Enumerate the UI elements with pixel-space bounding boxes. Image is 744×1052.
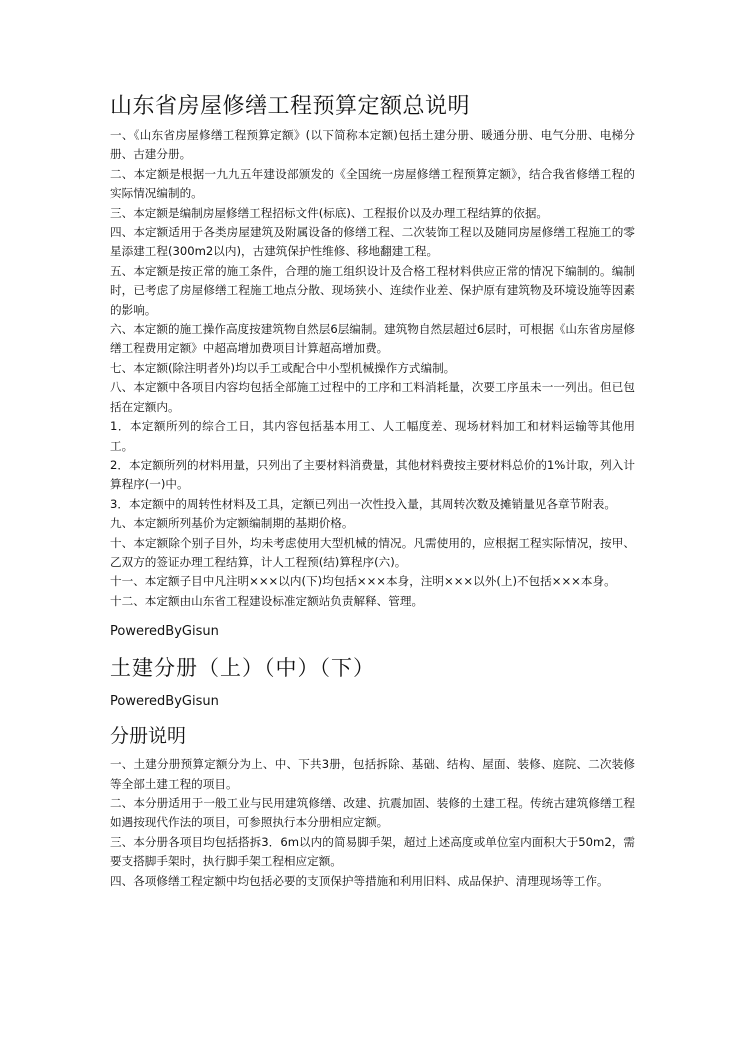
paragraph-8: 八、本定额中各项目内容均包括全部施工过程中的工序和工料消耗量，次要工序虽未一一列出。但已包括在定额内。	[110, 380, 635, 414]
paragraph-11: 十一、本定额子目中凡注明×××以内(下)均包括×××本身，注明×××以外(上)不包括×××本身。	[110, 574, 616, 589]
document-page	[110, 92, 635, 891]
sub-paragraph-4: 四、各项修缮工程定额中均包括必要的支顶保护等措施和利用旧料、成品保护、清理现场等工作。	[110, 873, 609, 888]
powered-by-text: PoweredByGisun	[110, 624, 219, 640]
sub-paragraph-3: 三、本分册各项目均包括搭拆3．6m以内的简易脚手架，超过上述高度或单位室内面积大于50m2，需要支搭脚手架时，执行脚手架工程相应定额。	[110, 834, 635, 869]
paragraph-7: 七、本定额(除注明者外)均以手工或配合中小型机械操作方式编制。	[110, 360, 456, 375]
sub-paragraph-1: 一、土建分册预算定额分为上、中、下共3册，包括拆除、基础、结构、屋面、装修、庭院、二次装修等全部土建工程的项目。	[110, 757, 635, 791]
paragraph-3: 三、本定额是编制房屋修缮工程招标文件(标底)、工程报价以及办理工程结算的依据。	[110, 205, 549, 220]
paragraph-8-3: 3．本定额中的周转性材料及工具，定额已列出一次性投入量，其周转次数及摊销量见各章节附表。	[110, 496, 616, 511]
paragraph-4: 四、本定额适用于各类房屋建筑及附属设备的修缮工程、二次装饰工程以及随同房屋修缮工程施工的零星添建工程(300m2以内)，古建筑保护性维修、移地翻建工程。	[110, 225, 635, 259]
powered-by-text-2: PoweredByGisun	[110, 694, 219, 710]
section-title: 土建分册（上）（中）（下）	[110, 656, 375, 681]
paragraph-8-1: 1．本定额所列的综合工日，其内容包括基本用工、人工幅度差、现场材料加工和材料运输等其他用工。	[110, 419, 635, 453]
document-title: 山东省房屋修缮工程预算定额总说明	[110, 94, 471, 119]
sub-paragraph-2: 二、本分册适用于一般工业与民用建筑修缮、改建、抗震加固、装修的土建工程。传统古建筑修缮工程如遇按现代作法的项目，可参照执行本分册相应定额。	[110, 795, 635, 830]
paragraph-8-2: 2．本定额所列的材料用量，只列出了主要材料消费量，其他材料费按主要材料总价的1%计取，列入计算程序(一)中。	[110, 457, 635, 492]
paragraph-6: 六、本定额的施工操作高度按建筑物自然层6层编制。建筑物自然层超过6层时，可根据《山东省房屋修缮工程费用定额》中超高增加费项目计算超高增加费。	[110, 322, 635, 356]
paragraph-9: 九、本定额所列基价为定额编制期的基期价格。	[110, 516, 354, 531]
paragraph-5: 五、本定额是按正常的施工条件，合理的施工组织设计及合格工程材料供应正常的情况下编制的。编制时，已考虑了房屋修缮工程施工地点分散、现场狭小、连续作业差、保护原有建筑物及环境设施等因素的影响。	[110, 263, 635, 317]
paragraph-1: 一、《山东省房屋修缮工程预算定额》(以下简称本定额)包括土建分册、暖通分册、电气分册、电梯分册、古建分册。	[110, 128, 635, 162]
subsection-title: 分册说明	[110, 725, 187, 748]
paragraph-2: 二、本定额是根据一九九五年建设部颁发的《全国统一房屋修缮工程预算定额》，结合我省修缮工程的实际情况编制的。	[110, 166, 635, 201]
paragraph-12: 十二、本定额由山东省工程建设标准定额站负责解释、管理。	[110, 593, 424, 608]
paragraph-10: 十、本定额除个别子目外，均未考虑使用大型机械的情况。凡需使用的，应根据工程实际情况，按甲、乙双方的签证办理工程结算，计人工程预(结)算程序(六)。	[110, 535, 635, 569]
